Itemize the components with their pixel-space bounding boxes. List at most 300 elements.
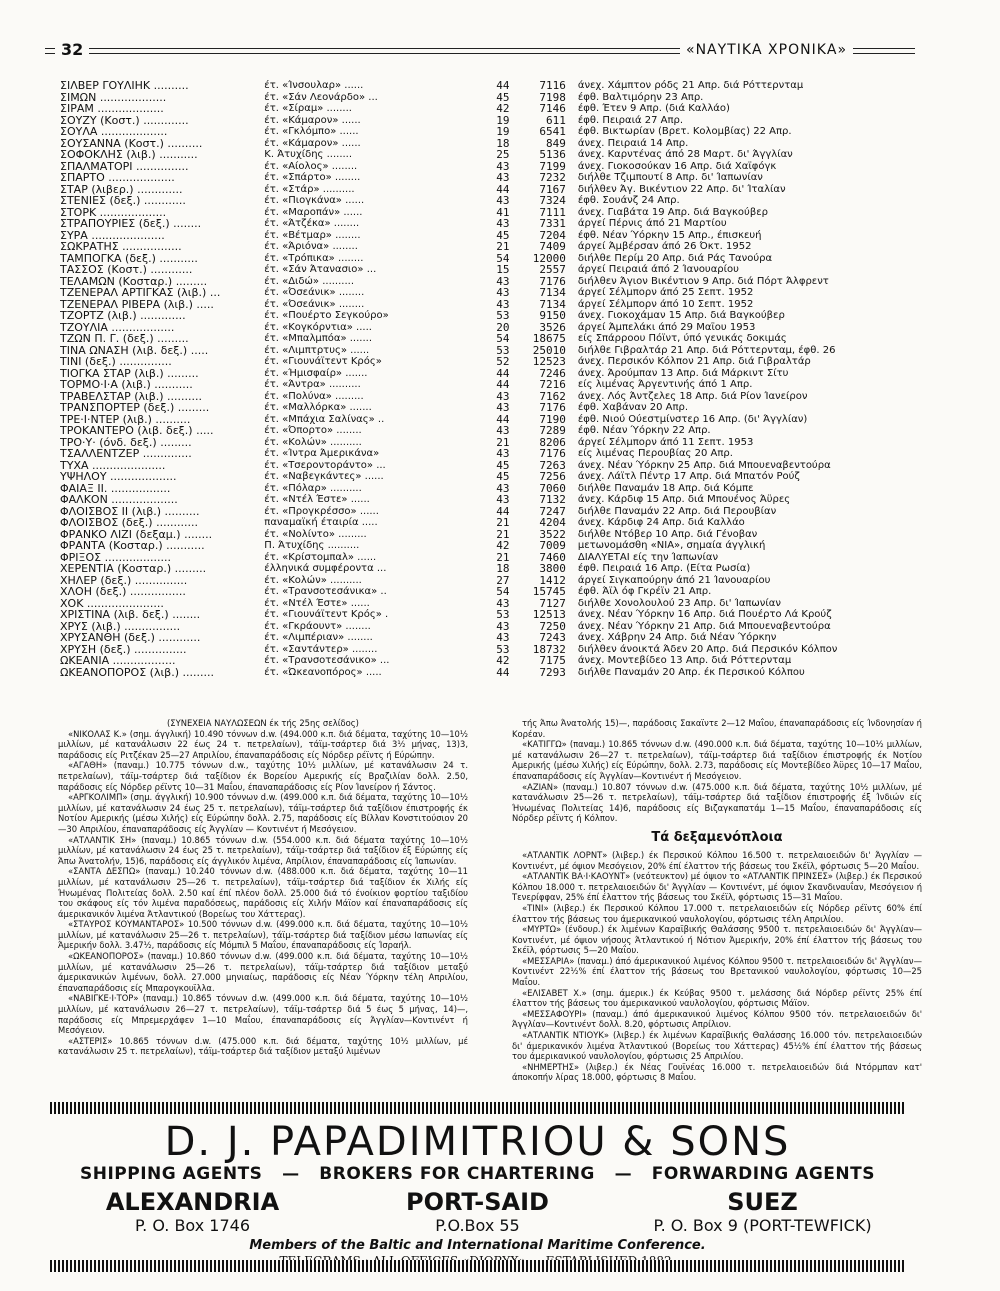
vessel-age: 43 xyxy=(496,218,510,230)
fixture-paragraph: «ΣΑΝΤΑ ΔΕΣΠΩ» (παναμ.) 10.240 τόννων d.w. (488.000 κ.π. διά δέματα, ταχύτης 10—11 μιλλίων, μέ κατανάλωσιν 25—26 τ. πετρελαίων), τάϊμ-τσάρτερ διά ταξίδιον έκ Χιλής είς Ήνωμένας Πολιτείας δολλ. 2.50 καί έπί πλέον δολλ. 25.000 διά τό ένοίκιον φορτίου ταξιδίου του σκάφους είς τόν λιμένα παραδόσεως, παράδοσις είς Χιλήν Μάϊον καί έπαναπαράδοσις είς άμερικανικόν λιμένα Άτλαντικού (Βορείως του Χάττερας). xyxy=(58,866,468,919)
vessel-owner: έτ. «Γκλόμπο» ...... xyxy=(264,126,359,137)
vessel-row xyxy=(60,644,860,656)
vessel-name: ΤΡΟΚΑΝΤΕΡΟ (λιβ. δεξ.) ..... xyxy=(60,425,214,437)
vessel-name: ΤΣΑΛΛΕΝΤΖΕΡ .............. xyxy=(60,448,192,460)
vessel-tonnage: 12000 xyxy=(532,252,566,264)
vessel-age: 45 xyxy=(496,91,510,103)
vessel-name: ΧΡΥΣΑΝΘΗ (δεξ.) ............ xyxy=(60,632,201,644)
tanker-paragraph: «ΜΕΣΣΑΦΟΥΡΙ» (παναμ.) άπό άμερικανικού λιμένος Κόλπου 9500 τόν. πετρελαιοειδών δι' Άγγλίαν—Κοντινέντ δολλ. 8.20, φόρτωσις Απρίλιον. xyxy=(512,1008,922,1030)
vessel-owner: έτ. «Ώκεανοπόρος» ..... xyxy=(264,666,382,678)
vessel-age: 54 xyxy=(496,252,510,264)
fixture-paragraph: «ΑΓΑΘΗ» (παναμ.) 10.775 τόννων d.w., ταχύτης 10½ μιλλίων, μέ κατανάλωσιν 24 τ. πετρελαίων), τάϊμ-τσάρτερ διά ταξίδιον έκ Βορείου Αμερικής είς Βραζιλίαν δολλ. 2.50, παράδοσις είς Νόρδερ ρέϊντς 10—31 Μαΐου, έπαναπαράδοσις είς Ρίον Ίανείρον ή Σάντος. xyxy=(58,760,468,792)
vessel-age: 45 xyxy=(496,459,510,471)
vessel-name: ΣΩΚΡΑΤΗΣ ................. xyxy=(60,241,182,253)
tanker-paragraph: «ΑΤΛΑΝΤΙΚ ΛΟΡΝΤ» (λιβερ.) έκ Περσικού Κόλπου 16.500 τ. πετρελαιοειδών δι' Άγγλίαν — Κοντινέντ, μέ όψιον Μεσόγειον, 20% έπί έλαττον τής βάσεως του Σκέϊλ, φόρτωσις 5—20 Μαΐου. xyxy=(512,849,922,871)
vessel-tonnage: 7243 xyxy=(539,632,566,644)
vessel-age: 53 xyxy=(496,310,510,322)
vessel-position: έφθ. Νέαν Ύόρκην 22 Απρ. xyxy=(577,425,711,436)
vessel-row xyxy=(60,494,860,506)
vessel-tonnage: 7256 xyxy=(539,471,566,483)
vessel-position: διήλθε Παναμάν 18 Απρ. διά Κόμπε xyxy=(577,482,754,494)
vessel-row xyxy=(60,379,860,391)
vessel-age: 18 xyxy=(496,563,510,575)
vessel-position: άνεχ. Γιαβάτα 19 Απρ. διά Βαγκούβερ xyxy=(577,206,768,218)
vessel-row xyxy=(60,575,860,587)
vessel-tonnage: 3800 xyxy=(539,563,566,575)
vessel-position: άνεχ. Χάμπτον ρόδς 21 Απρ. διά Ρόττερνταμ xyxy=(577,80,804,91)
tanker-paragraph: «ΕΛΙΣΑΒΕΤ Χ.» (σημ. άμερικ.) έκ Κεύβας 9500 τ. μελάσσης διά Νόρδερ ρέϊντς 25% έπί έλαττον τής βάσεως του άμερικανικού ναυλολογίου, φόρτωσις Μάϊον. xyxy=(512,987,922,1009)
vessel-age: 41 xyxy=(496,206,510,218)
vessel-row xyxy=(60,460,860,472)
vessel-position: άργεί Σέλμπορν άπό 25 Σεπτ. 1952 xyxy=(577,287,754,298)
vessel-owner: έτ. «Τρανσοτεσάνικα» .. xyxy=(264,586,387,597)
vessel-position: άνεχ. Καρντένας άπό 28 Μαρτ. δι' Άγγλίαν xyxy=(577,149,793,160)
vessel-owner: έτ. «Κρίστομπαλ» ...... xyxy=(264,551,377,563)
vessel-row xyxy=(60,264,860,276)
vessel-tonnage: 7132 xyxy=(539,494,566,506)
vessel-tonnage: 7134 xyxy=(539,287,566,299)
vessel-owner: έτ. «Κάμαρον» ...... xyxy=(264,137,361,149)
vessel-position: διήλθε Τζιμπουτί 8 Απρ. δι' Ίαπωνίαν xyxy=(577,172,763,183)
vessel-row xyxy=(60,310,860,322)
vessel-tonnage: 7460 xyxy=(539,551,566,563)
vessel-name: ΣΤΡΑΠΟΥΡΙΕΣ (δεξ.) ........ xyxy=(60,218,202,230)
vessel-owner: έτ. «Μαλλόρκα» ....... xyxy=(264,402,372,413)
vessel-position: άργεί Άμπελάκι άπό 29 Μαΐου 1953 xyxy=(577,321,756,333)
vessel-age: 53 xyxy=(496,643,510,655)
vessel-tonnage: 7232 xyxy=(539,172,566,184)
ad-service: FORWARDING AGENTS xyxy=(651,1164,875,1184)
vessel-row xyxy=(60,299,860,311)
fixture-paragraph: «ΑΣΤΕΡΙΣ» 10.865 τόννων d.w. (475.000 κ.π. διά δέματα, ταχύτης 10½ μιλλίων, μέ κατανάλωσιν 25 τ. πετρελαίων), τάϊμ-τσάρτερ διά ταξίδιον μεταξύ λιμένων xyxy=(58,1035,468,1057)
vessel-name: ΦΛΟΙΣΒΟΣ (δεξ.) ............ xyxy=(60,517,199,529)
vessel-owner: έτ. «Άτζέκα» ........ xyxy=(264,218,360,229)
vessel-age: 15 xyxy=(496,264,510,276)
vessel-tonnage: 7009 xyxy=(539,540,566,552)
vessel-tonnage: 7289 xyxy=(539,425,566,437)
vessel-age: 43 xyxy=(496,275,510,287)
vessel-owner: έτ. «Γιουνάϊτεντ Κρός» . xyxy=(264,609,389,620)
vessel-name: ΣΙΡΑΜ ................... xyxy=(60,103,164,115)
vessel-tonnage: 7175 xyxy=(539,655,566,667)
vessel-age: 19 xyxy=(496,126,510,138)
vessel-tonnage: 7167 xyxy=(539,183,566,195)
vessel-position: έφθ. Βικτωρίαν (Βρετ. Κολομβίας) 22 Απρ. xyxy=(577,126,792,137)
vessel-owner: έτ. «Κολών» .......... xyxy=(264,574,362,586)
vessel-row xyxy=(60,287,860,299)
ad-service-dash: — xyxy=(614,1164,633,1184)
vessel-tonnage: 7176 xyxy=(539,402,566,414)
vessel-name: ΤΕΛΑΜΩΝ (Κοσταρ.) ......... xyxy=(60,275,208,287)
vessel-tonnage: 15745 xyxy=(532,586,566,598)
ad-services xyxy=(80,1164,875,1184)
vessel-name: ΣΟΦΟΚΛΗΣ (λιβ.) ........... xyxy=(60,149,198,161)
vessel-name: ΦΑΛΚΟΝ ................... xyxy=(60,494,178,506)
ad-office-box: P. O. Box 9 (PORT-TEWFICK) xyxy=(653,1216,872,1235)
vessel-position: άνεχ. Γιοκοσούκαν 16 Απρ. διά Χαϊφόγκ xyxy=(577,160,777,172)
vessel-row xyxy=(60,598,860,610)
vessel-tonnage: 12513 xyxy=(532,609,566,621)
vessel-age: 21 xyxy=(496,528,510,540)
vessel-row xyxy=(60,207,860,219)
vessel-owner: Π. Άτυχίδης .......... xyxy=(264,540,360,551)
vessel-row xyxy=(60,356,860,368)
vessel-owner: έτ. «Όσεάνικ» ........ xyxy=(264,287,365,298)
vessel-tonnage: 7127 xyxy=(539,597,566,609)
page-number: 32 xyxy=(55,40,89,59)
vessel-age: 44 xyxy=(496,80,510,92)
vessel-name: ΣΥΡΑ ..................... xyxy=(60,229,165,241)
vessel-owner: παναμαϊκή έταιρία ..... xyxy=(264,517,378,528)
vessel-age: 45 xyxy=(496,471,510,483)
vessel-position: άνεχ. Λός Άντζελες 18 Απρ. διά Ρίον Ίανείρον xyxy=(577,390,808,402)
vessel-row xyxy=(60,345,860,357)
vessel-tonnage: 611 xyxy=(546,114,566,126)
fixture-paragraph: «ΣΤΑΥΡΟΣ ΚΟΥΜΑΝΤΑΡΟΣ» 10.500 τόννων d.w. (499.000 κ.π. διά δέματα, ταχύτης 10—10½ μιλλίων, μέ κατανάλωσιν 25—26 τ. πετρελαίων), τάϊμ-τσάρτερ διά ταξίδιον μέσω Ιαπωνίας είς Άμερικήν δολλ. 3.47½, παράδοσις είς Μόμπιλ 5 Μαΐου, έπαναπαράδοσις είς Ίσραήλ. xyxy=(58,919,468,951)
vessel-position: έφθ. Νέαν Ύόρκην 15 Απρ., έπισκευή xyxy=(577,229,762,241)
advertisement xyxy=(50,1102,905,1272)
vessel-name: ΦΑΙΑΞ ΙΙ. ................. xyxy=(60,482,171,494)
vessel-tonnage: 7199 xyxy=(539,160,566,172)
vessel-name: ΤΡΕ·Ι·ΝΤΕΡ (λιβ.) .......... xyxy=(60,413,191,425)
ad-office-box: P.O.Box 55 xyxy=(435,1216,520,1235)
vessel-position: διήλθεν Άγιον Βικέντιον 9 Απρ. διά Πόρτ Άλφρεντ xyxy=(577,275,829,287)
vessel-age: 42 xyxy=(496,103,510,115)
vessel-name: ΤΖΟΥΛΙΑ .................. xyxy=(60,321,175,333)
vessel-tonnage: 7162 xyxy=(539,390,566,402)
vessel-row xyxy=(60,448,860,460)
vessel-owner: έτ. «Ήμισφαίρ» ....... xyxy=(264,367,368,379)
vessel-position: άνεχ. Νέαν Ύόρκην 25 Απρ. διά Μπουεναβεντούρα xyxy=(577,459,831,471)
vessel-owner: έτ. «Γκράουντ» ........ xyxy=(264,620,371,632)
vessel-age: 44 xyxy=(496,413,510,425)
vessel-owner: έλληνικά συμφέροντα ... xyxy=(264,563,387,574)
vessel-age: 43 xyxy=(496,620,510,632)
vessel-position: έφθ. Σουάνζ 24 Απρ. xyxy=(577,195,680,206)
ad-office-city: PORT-SAID xyxy=(406,1188,549,1216)
vessel-owner: έτ. «Διδώ» .......... xyxy=(264,275,354,287)
vessel-owner: έτ. «Πολύνα» ......... xyxy=(264,390,364,402)
vessel-position: άνεχ. Κάρδιφ 24 Απρ. διά Καλλάο xyxy=(577,517,745,528)
vessel-owner: έτ. «Μπαλμπόα» ....... xyxy=(264,333,372,344)
vessel-position: έφθ. Νιού Ούεστμίνστερ 16 Απρ. (δι' Άγγλίαν) xyxy=(577,413,808,425)
vessel-name: ΣΠΑΛΜΑΤΟΡΙ ............... xyxy=(60,160,189,172)
vessel-position: άργεί Σιγκαπούρην άπό 21 Ίανουαρίου xyxy=(577,574,771,586)
vessel-name: ΤΡΟ·Υ· (όνδ. δεξ.) ......... xyxy=(60,436,192,448)
vessel-position: έφθ. Έτεν 9 Απρ. (διά Καλλάο) xyxy=(577,103,730,114)
vessel-position: άνεχ. Νέαν Ύόρκην 16 Απρ. διά Πουέρτο Λά Κρούζ xyxy=(577,609,832,620)
vessel-tonnage: 849 xyxy=(546,137,566,149)
vessel-tonnage: 7116 xyxy=(539,80,566,92)
vessel-age: 43 xyxy=(496,425,510,437)
vessel-tonnage: 4204 xyxy=(539,517,566,529)
vessel-row xyxy=(60,126,860,138)
vessel-tonnage: 7324 xyxy=(539,195,566,207)
vessel-name: ΤΖΕΝΕΡΑΛ ΡΙΒΕΡΑ (λιβ.) ..... xyxy=(60,298,214,310)
ad-office xyxy=(620,1188,905,1236)
ad-office-box: P. O. Box 1746 xyxy=(135,1216,250,1235)
vessel-row xyxy=(60,161,860,173)
vessel-tonnage: 25010 xyxy=(532,344,566,356)
vessel-tonnage: 18675 xyxy=(532,333,566,345)
vessel-age: 18 xyxy=(496,137,510,149)
vessel-age: 19 xyxy=(496,114,510,126)
vessel-position: είς λιμένας Περουβίας 20 Απρ. xyxy=(577,448,733,459)
vessel-tonnage: 8206 xyxy=(539,436,566,448)
vessel-position: άργεί Πέρνις άπό 21 Μαρτίου xyxy=(577,218,727,229)
vessel-name: ΥΨΗΛΟΥ ................... xyxy=(60,471,177,483)
vessel-name: ΤΡΑΒΕΛΣΤΑΡ (λιβ.) .......... xyxy=(60,390,203,402)
vessel-owner: έτ. «Λιμπτρτυς» ...... xyxy=(264,344,370,356)
vessel-position: έφθ. Πειραιά 27 Απρ. xyxy=(577,114,684,126)
vessel-age: 21 xyxy=(496,551,510,563)
ad-office-city: SUEZ xyxy=(727,1188,798,1216)
vessel-position: άργεί Σέλμπορν άπό 11 Σεπτ. 1953 xyxy=(577,436,754,448)
vessel-position: άνεχ. Λάϊτλ Πέντρ 17 Απρ. διά Μπατόν Ρούζ xyxy=(577,471,800,482)
vessel-age: 44 xyxy=(496,379,510,391)
vessel-owner: έτ. «Κάμαρον» ...... xyxy=(264,114,361,126)
vessel-tonnage: 6541 xyxy=(539,126,566,138)
ad-border-bottom xyxy=(50,1260,905,1272)
vessel-row xyxy=(60,609,860,621)
fixture-paragraph: «ΩΚΕΑΝΟΠΟΡΟΣ» (παναμ.) 10.860 τόννων d.w. (499.000 κ.π. διά δέματα, ταχύτης 10—10½ μιλλίων, μέ κατανάλωσιν 25—26 τ. πετρελαίων), τάϊμ-τσάρτερ διά ταξίδιον μεταξύ άμερικανικών λιμένων, δολλ. 27.000 μηνιαίως, παράδοσις είς Νέαν Ύόρκην τέλη Απριλίου, έπαναπαράδοσις είς Μπαρογκουϊλλα. xyxy=(58,951,468,993)
vessel-tonnage: 7293 xyxy=(539,666,566,678)
vessel-owner: Κ. Άτυχίδης ........ xyxy=(264,149,353,160)
vessel-name: ΣΠΑΡΤΟ ................... xyxy=(60,172,175,184)
vessel-position: διήλθεν άνοικτά Άδεν 20 Απρ. διά Περσικόν Κόλπον xyxy=(577,643,838,655)
vessel-age: 27 xyxy=(496,574,510,586)
fixtures-column-right xyxy=(512,718,922,1110)
vessel-position: διήλθε Ντόβερ 10 Απρ. διά Γένοβαν xyxy=(577,528,758,540)
ad-service: BROKERS FOR CHARTERING xyxy=(319,1164,595,1184)
vessel-row xyxy=(60,138,860,150)
vessel-age: 43 xyxy=(496,287,510,299)
vessel-age: 43 xyxy=(496,482,510,494)
vessel-row xyxy=(60,276,860,288)
journal-title: «ΝΑΥΤΙΚΑ ΧΡΟΝΙΚΑ» xyxy=(680,42,853,58)
ad-offices xyxy=(50,1188,905,1236)
vessel-owner: έτ. «Σάν Λεονάρδο» ... xyxy=(264,91,378,103)
vessel-row xyxy=(60,218,860,230)
vessel-name: ΦΡΑΝΤΑ (Κοσταρ.) ........... xyxy=(60,540,205,552)
vessel-age: 43 xyxy=(496,172,510,184)
vessel-age: 44 xyxy=(496,505,510,517)
vessel-owner: έτ. «Σαντάντερ» ........ xyxy=(264,643,378,655)
vessel-row xyxy=(60,437,860,449)
vessel-row xyxy=(60,92,860,104)
vessel-name: ΤΟΡΜΟ·Ι·Α (λιβ.) ........... xyxy=(60,379,193,391)
vessel-name: ΤΑΣΣΟΣ (Κοστ.) ............ xyxy=(60,264,193,276)
vessel-age: 43 xyxy=(496,160,510,172)
vessel-row xyxy=(60,414,860,426)
vessel-name: ΤΥΧΑ ..................... xyxy=(60,459,166,471)
vessel-position: έφθ. Χαβάναν 20 Απρ. xyxy=(577,402,689,413)
fixture-paragraph: «ΚΑΤΙΓΓΩ» (παναμ.) 10.865 τόννων d.w. (490.000 κ.π. διά δέματα, ταχύτης 10—10½ μιλλίων, μέ κατανάλωσιν 26—27 τ. πετρελαίων), τάϊμ-τσάρτερ διά ταξίδιον έπιστροφής έκ Νοτίου Αμερικής (μέσω Χιλής) είς Εύρώπην, δολλ. 2.73, παράδοσις είς Μοντεβίδεο Άϋρες 10—17 Μαΐου, έπαναπαράδοσις είς Άγγλίαν—Κοντινέντ ή Μεσόγειον. xyxy=(512,739,922,781)
ad-office xyxy=(335,1188,620,1236)
vessel-tonnage: 7204 xyxy=(539,229,566,241)
tanker-paragraph: «ΜΥΡΤΩ» (ένδουρ.) έκ λιμένων Καραϊβικής Θαλάσσης 9500 τ. πετρελαιοειδών δι' Άγγλίαν—Κοντινέντ, μέ όψιον νήσους Άτλαντικού ή Νότιον Άμερικήν, 20% έπί έλαττον τής βάσεως του Σκέϊλ, φόρτωσις 5—20 Μαΐου. xyxy=(512,924,922,956)
vessel-name: ΤΡΑΝΣΠΟΡΤΕΡ (δεξ.) ......... xyxy=(60,402,210,414)
vessel-name: ΤΙΝΙ (δεξ.) ............... xyxy=(60,356,172,368)
vessel-tonnage: 7263 xyxy=(539,459,566,471)
vessel-tonnage: 7134 xyxy=(539,298,566,310)
vessel-age: 43 xyxy=(496,632,510,644)
ad-company-name: D. J. PAPADIMITRIOU & SONS xyxy=(164,1119,791,1165)
vessel-name: ΤΖΟΡΤΖ (λιβ.) ............. xyxy=(60,310,186,322)
vessel-name: ΣΙΜΩΝ ................... xyxy=(60,91,167,103)
vessel-tonnage: 18732 xyxy=(532,643,566,655)
vessel-owner: έτ. «Ντέλ Έστε» ...... xyxy=(264,597,370,609)
vessel-age: 20 xyxy=(496,321,510,333)
vessel-position: είς Σπάρροου Πόϊντ, ύπό γενικάς δοκιμάς xyxy=(577,333,787,344)
vessel-row xyxy=(60,172,860,184)
vessel-position: άνεχ. Κάρδιφ 15 Απρ. διά Μπουένος Άϋρες xyxy=(577,494,791,505)
vessel-owner: έτ. «Τρανσοτεσάνικο» ... xyxy=(264,655,390,666)
vessel-row xyxy=(60,322,860,334)
vessel-owner: έτ. «Όσεάνικ» ........ xyxy=(264,298,365,310)
vessel-owner: έτ. «Πιογκάνα» ...... xyxy=(264,195,365,206)
vessel-age: 44 xyxy=(496,183,510,195)
vessel-row xyxy=(60,632,860,644)
fixtures-column-left xyxy=(58,718,468,1112)
vessel-age: 42 xyxy=(496,540,510,552)
vessel-age: 43 xyxy=(496,448,510,460)
vessel-tonnage: 7176 xyxy=(539,275,566,287)
vessel-tonnage: 7216 xyxy=(539,379,566,391)
vessel-age: 43 xyxy=(496,494,510,506)
vessel-row xyxy=(60,529,860,541)
vessel-row xyxy=(60,333,860,345)
vessel-name: ΤΖΩΝ Π. Γ. (δεξ.) ......... xyxy=(60,333,189,345)
vessel-name: ΣΤΟΡΚ ................... xyxy=(60,206,167,218)
vessel-owner: έτ. «Προγκρέσσο» ...... xyxy=(264,505,379,517)
vessel-owner: έτ. «Άντρα» .......... xyxy=(264,379,361,390)
vessel-tonnage: 2557 xyxy=(539,264,566,276)
vessel-tonnage: 7247 xyxy=(539,505,566,517)
vessel-tonnage: 7190 xyxy=(539,413,566,425)
vessel-row xyxy=(60,483,860,495)
vessel-tonnage: 7331 xyxy=(539,218,566,230)
vessel-owner: έτ. «Σάν Άτανασιο» ... xyxy=(264,264,377,275)
vessel-tonnage: 5136 xyxy=(539,149,566,161)
vessel-row xyxy=(60,368,860,380)
vessel-name: ΦΡΙΞΟΣ ................... xyxy=(60,551,172,563)
vessel-position: διήλθεν Άγ. Βικέντιον 22 Απρ. δι' Ίταλίαν xyxy=(577,183,786,195)
vessel-age: 42 xyxy=(496,655,510,667)
tanker-paragraph: «ΤΙΝΙ» (λιβερ.) έκ Περσικού Κόλπου 17.000 τ. πετρελαιοειδών είς Νόρδερ ρέϊντς 60% έπί έλαττον τής βάσεως του άμερικανικού ναυλολογίου, φόρτωσις τέλη Απριλίου. xyxy=(512,902,922,924)
vessel-row xyxy=(60,149,860,161)
vessel-owner: έτ. «Τσεροντοράντο» ... xyxy=(264,459,386,471)
vessel-row xyxy=(60,540,860,552)
vessel-row xyxy=(60,506,860,518)
vessel-owner: έτ. «Λιμπέριαν» ........ xyxy=(264,632,373,643)
vessel-row xyxy=(60,471,860,483)
vessel-position: άνεχ. Άρούμπαν 13 Απρ. διά Μάρκιντ Σίτυ xyxy=(577,367,789,379)
vessel-row xyxy=(60,253,860,265)
vessel-tonnage: 9150 xyxy=(539,310,566,322)
vessel-owner: έτ. «Μαροπάν» ...... xyxy=(264,206,363,218)
vessel-position: είς λιμένας Άργεντινής άπό 1 Απρ. xyxy=(577,379,753,390)
vessel-row xyxy=(60,391,860,403)
vessel-name: ΧΗΛΕΡ (δεξ.) ............... xyxy=(60,574,188,586)
vessel-name: ΣΤΕΝΙΕΣ (δεξ.) ............ xyxy=(60,195,186,207)
vessel-owner: έτ. «Ναβεγκάντες» ...... xyxy=(264,471,384,482)
vessel-name: ΣΟΥΣΑΝΝΑ (Κοστ.) .......... xyxy=(60,137,203,149)
tanker-paragraph: «ΜΕΣΣΑΡΙΑ» (παναμ.) άπό άμερικανικού λιμένος Κόλπου 9500 τ. πετρελαιοειδών δι' Άγγλίαν—Κοντινέντ 22½% έπί έλαττον τής βάσεως του Βρετανικού ναυλολογίου, φόρτωσις 10—25 Μαΐου. xyxy=(512,955,922,988)
vessel-age: 43 xyxy=(496,298,510,310)
vessel-tonnage: 3526 xyxy=(539,321,566,333)
fixture-paragraph: «ΝΙΚΟΛΑΣ Κ.» (σημ. άγγλική) 10.490 τόννων d.w. (494.000 κ.π. διά δέματα, ταχύτης 10—10½ μιλλίων, μέ κατανάλωσιν 22 έως 24 τ. πετρελαίων), τάϊμ-τσάρτερ διά 3½ μήνας, 13)3, παράδοσις είς Ριτζέκαν 25—27 Απριλίου, έπαναπαράδοσις είς Νόρδερ ρέϊντς ή Εύρώπην. xyxy=(58,728,468,760)
fixture-paragraph: «ΝΑΒΙΓΚΕ·Ι·ΤΟΡ» (παναμ.) 10.865 τόννων d.w. (499.000 κ.π. διά δέματα, ταχύτης 10—10½ μιλλίων, μέ κατανάλωσιν 26—27 τ. πετρελαίων), τάϊμ-τσάρτερ διά 5 έως 5 μήνας, 14)—, παράδοσις είς Μπρεμερχάφεν 1—10 Μαΐου, έπαναπαράδοσις είς Άγγλίαν—Κοντινέντ ή Μεσόγειον. xyxy=(58,993,468,1036)
vessel-name: ΦΡΑΝΚΟ ΛΙΖΙ (δεξαμ.) ........ xyxy=(60,528,213,540)
vessel-name: ΧΟΚ ...................... xyxy=(60,597,164,609)
vessel-owner: έτ. «Κογκόρντια» ..... xyxy=(264,321,372,333)
vessel-position: διήλθε Γιβραλτάρ 21 Απρ. διά Ρόττερνταμ, έφθ. 26 xyxy=(577,344,836,356)
vessel-position: ΔΙΑΛΥΕΤΑΙ είς την Ίαπωνίαν xyxy=(577,551,719,563)
vessel-row xyxy=(60,621,860,633)
vessel-name: ΧΡΙΣΤΙΝΑ (λιβ. δεξ.) ........ xyxy=(60,609,201,621)
vessel-tonnage: 12523 xyxy=(532,356,566,368)
vessel-table xyxy=(60,80,860,678)
vessel-owner: έτ. «Γιουνάϊτεντ Κρός» xyxy=(264,356,382,367)
vessel-position: άργεί Σέλμπορν άπό 10 Σεπτ. 1952 xyxy=(577,298,754,310)
vessel-name: ΤΙΟΓΚΑ ΣΤΑΡ (λιβ.) ......... xyxy=(60,367,199,379)
vessel-tonnage: 7176 xyxy=(539,448,566,460)
vessel-row xyxy=(60,184,860,196)
vessel-position: άνεχ. Γιοκοχάμαν 15 Απρ. διά Βαγκούβερ xyxy=(577,310,785,321)
vessel-row xyxy=(60,517,860,529)
vessel-row xyxy=(60,667,860,679)
vessel-name: ΧΡΥΣΗ (δεξ.) ............... xyxy=(60,643,187,655)
vessel-owner: έτ. «Βέτμαρ» ........ xyxy=(264,229,361,241)
vessel-owner: έτ. «Άριόνα» ........ xyxy=(264,241,358,252)
vessel-row xyxy=(60,80,860,92)
fixture-paragraph: «ΑΖΙΑΝ» (παναμ.) 10.807 τόννων d.w. (475.000 κ.π. διά δέματα, ταχύτης 10½ μιλλίων, μέ κατανάλωσιν 25—26 τ. πετρελαίων), τάϊμ-τσάρτερ διά ταξίδιον έπιστροφής έξ Ίνδιών είς Ήνωμένας Πολιτείας 14)6, παράδοσις είς Βιζαγκαπατάμ 1—15 Μαΐου, έπαναπαράδοσις είς Νόρδερ ρέϊντς ή Κόλπον. xyxy=(512,781,922,824)
vessel-age: 54 xyxy=(496,586,510,598)
vessel-age: 53 xyxy=(496,344,510,356)
vessel-position: διήλθε Χονολουλού 23 Απρ. δι' Ίαπωνίαν xyxy=(577,597,781,609)
vessel-tonnage: 7111 xyxy=(539,206,566,218)
ad-border-top xyxy=(50,1102,905,1114)
vessel-age: 53 xyxy=(496,609,510,621)
vessel-age: 25 xyxy=(496,149,510,161)
fixture-paragraph: τής Άπω Άνατολής 15)—, παράδοσις Σακαϊντε 2—12 Μαΐου, έπαναπαράδοσις είς Ίνδονησίαν ή Κορέαν. xyxy=(512,718,922,739)
vessel-position: έφθ. Άϊλ όφ Γκρέϊν 21 Απρ. xyxy=(577,586,712,597)
vessel-row xyxy=(60,552,860,564)
vessel-owner: έτ. «Σπάρτο» ........ xyxy=(264,172,361,183)
vessel-row xyxy=(60,655,860,667)
vessel-position: άνεχ. Μοντεβίδεο 13 Απρ. διά Ρόττερνταμ xyxy=(577,655,792,666)
vessel-position: διήλθε Παναμάν 22 Απρ. διά Περουβίαν xyxy=(577,505,777,517)
vessel-tonnage: 7250 xyxy=(539,620,566,632)
vessel-age: 43 xyxy=(496,390,510,402)
vessel-row xyxy=(60,115,860,127)
vessel-name: ΣΟΥΖΥ (Κοστ.) ............. xyxy=(60,114,189,126)
vessel-position: μετωνομάσθη «ΝΙΑ», σημαία άγγλική xyxy=(577,540,766,551)
vessel-owner: έτ. «Ίντρα Άμερικάνα» xyxy=(264,448,380,459)
vessel-row xyxy=(60,195,860,207)
vessel-tonnage: 7409 xyxy=(539,241,566,253)
vessel-name: ΤΙΝΑ ΩΝΑΣΗ (λιβ. δεξ.) ..... xyxy=(60,344,209,356)
vessel-tonnage: 1412 xyxy=(539,574,566,586)
vessel-tonnage: 3522 xyxy=(539,528,566,540)
vessel-row xyxy=(60,241,860,253)
vessel-tonnage: 7246 xyxy=(539,367,566,379)
vessel-owner: έτ. «Τρόπικα» ........ xyxy=(264,252,364,264)
vessel-name: ΧΡΥΣ (λιβ.) ................ xyxy=(60,620,181,632)
vessel-age: 21 xyxy=(496,517,510,529)
vessel-name: ΣΤΑΡ (λιβερ.) ............. xyxy=(60,183,183,195)
